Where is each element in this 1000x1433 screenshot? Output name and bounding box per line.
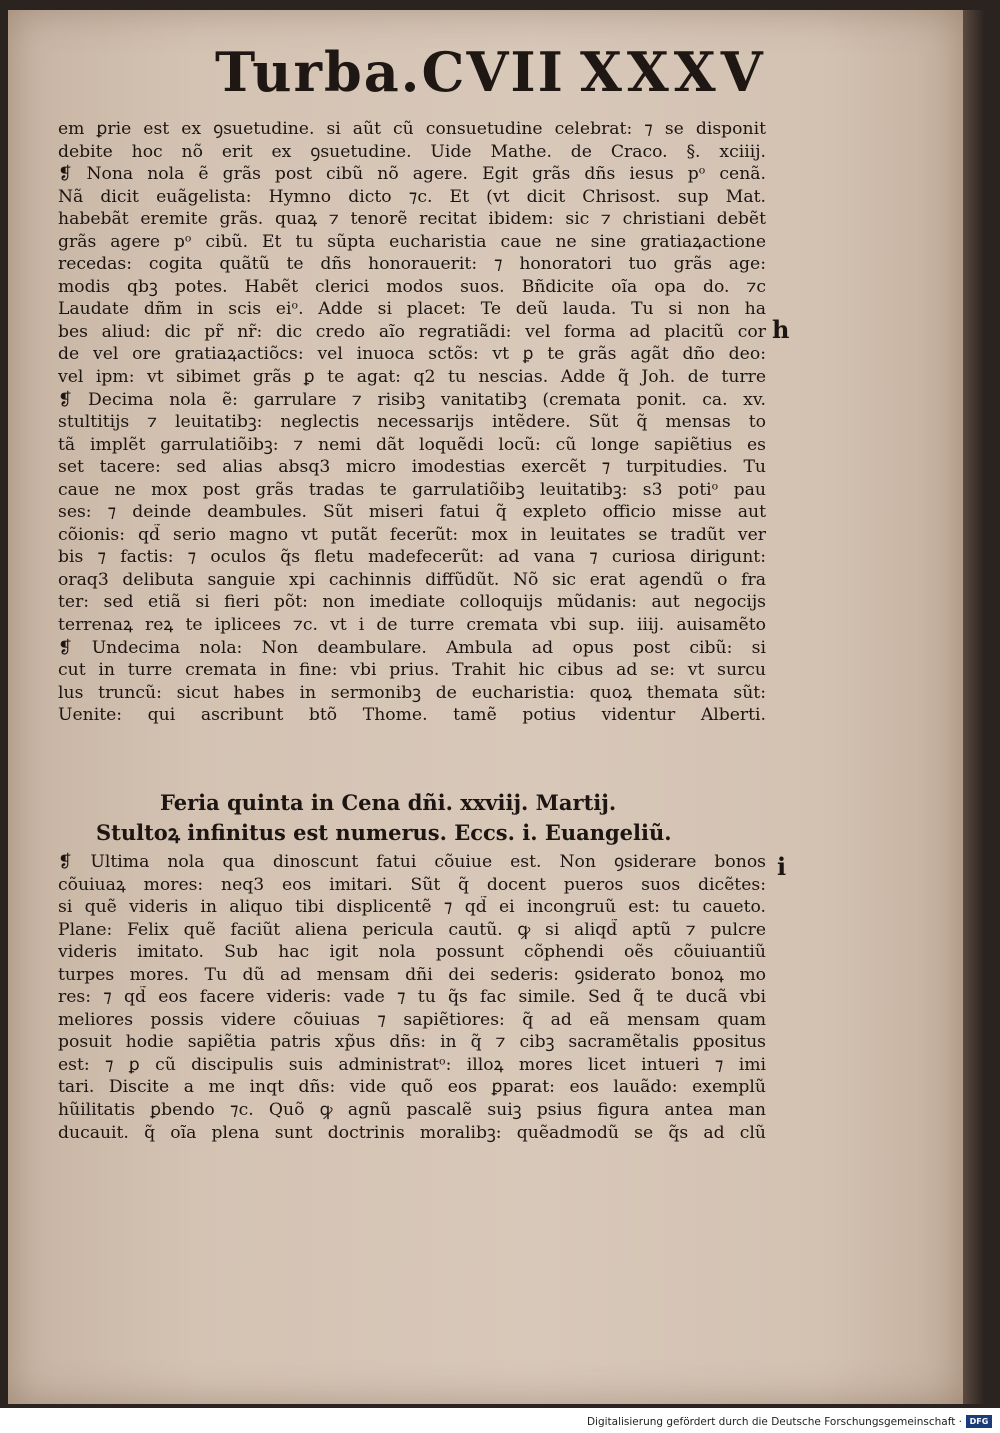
- text-line: tari. Discite a me inqt dñs: vide quõ eos ꝑparat: eos lauãdo: exemplũ: [58, 1077, 766, 1098]
- text-line: posuit hodie sapiẽtia patris xp̃us dñs: in q̃ ⁊ cibꝫ sacramẽtalis ꝑpositus: [58, 1032, 766, 1053]
- margin-letter-h: h: [772, 315, 790, 344]
- theme-heading: Stultoꝝ infinitus est numerus. Eccs. i. Euangeliũ.: [96, 820, 672, 845]
- text-line: ❡ Nona nola ẽ grãs post cibũ nõ agere. Egit grãs dñs iesus pᵒ cenã.: [58, 164, 766, 185]
- text-line: habebãt eremite grãs. quaꝝ ⁊ tenorẽ recitat ibidem: sic ⁊ christiani debẽt: [58, 209, 766, 230]
- feast-heading: Feria quinta in Cena dñi. xxviij. Martij.: [160, 790, 617, 815]
- text-line: ter: sed etiã si fieri põt: non imediate colloquijs mũdanis: aut negocijs: [58, 592, 766, 613]
- text-line: em ꝑrie est ex ꝯsuetudine. si aũt cũ consuetudine celebrat: ⁊ se disponit: [58, 119, 766, 139]
- folio-number: XXXV: [580, 40, 768, 104]
- text-line: lus truncũ: sicut habes in sermonibꝫ de eucharistia: quoꝝ themata sũt:: [58, 682, 766, 703]
- footer-credit: Digitalisierung gefördert durch die Deutsche Forschungsgemeinschaft ·: [586, 1416, 962, 1428]
- text-line: videris imitato. Sub hac igit nola possunt cõphendi oẽs cõuiuantiũ: [58, 942, 766, 963]
- text-line: ❡ Decima nola ẽ: garrulare ⁊ risibꝫ vanitatibꝫ (cremata ponit. ca. xv.: [58, 389, 766, 410]
- text-line: Nã dicit euãgelista: Hymno dicto ⁊c. Et (vt dicit Chrisost. sup Mat.: [58, 186, 766, 207]
- text-line: recedas: cogita quãtũ te dñs honorauerit: ⁊ honoratori tuo grãs age:: [58, 254, 766, 275]
- margin-letter-i: i: [777, 852, 787, 881]
- text-line: hũilitatis ꝑbendo ⁊c. Quõ ꝙ agnũ pascalẽ suiꝫ psius figura antea man: [58, 1100, 766, 1121]
- text-line: debite hoc nõ erit ex ꝯsuetudine. Uide Mathe. de Craco. §. xciiij.: [58, 141, 766, 162]
- text-line: set tacere: sed alias absq3 micro imodestias exercẽt ⁊ turpitudies. Tu: [58, 457, 766, 478]
- text-line: caue ne mox post grãs tradas te garrulatiõibꝫ leuitatibꝫ: s3 potiᵒ pau: [58, 479, 766, 500]
- text-line: cõuiuaꝝ mores: neq3 eos imitari. Sũt q̃ docent pueros suos dicẽtes:: [58, 874, 766, 895]
- text-line: turpes mores. Tu dũ ad mensam dñi dei sederis: ꝯsiderato bonoꝝ mo: [58, 964, 766, 985]
- header-title: Turba.CVII: [215, 40, 565, 104]
- text-line: vel ipm: vt sibimet grãs ꝑ te agat: q2 tu nescias. Adde q̃ Joh. de turre: [58, 367, 766, 388]
- text-line: modis qbꝫ potes. Habẽt clerici modos suos. Bñdicite oĩa opa do. ⁊c: [58, 276, 766, 297]
- text-line: ❡ Ultima nola qua dinoscunt fatui cõuiue est. Non ꝯsiderare bonos: [58, 852, 766, 872]
- text-line: cõionis: qd̃ serio magno vt putãt fecerũt: mox in leuitates se tradũt ver: [58, 524, 766, 545]
- text-line: res: ⁊ qd̃ eos facere videris: vade ⁊ tu q̃s fac simile. Sed q̃ te ducã vbi: [58, 987, 766, 1008]
- page-edge: [963, 10, 985, 1404]
- text-line: cut in turre cremata in fine: vbi prius. Trahit hic cibus ad se: vt surcu: [58, 660, 766, 681]
- text-line: stultitijs ⁊ leuitatibꝫ: neglectis necessarijs intẽdere. Sũt q̃ mensas to: [58, 412, 766, 433]
- dfg-logo: DFG: [966, 1415, 992, 1428]
- text-line: si quẽ videris in aliquo tibi displicentẽ ⁊ qd̃ ei incongruũ est: tu caueto.: [58, 897, 766, 918]
- text-line: Plane: Felix quẽ faciũt aliena pericula cautũ. ꝙ si aliqd̃ aptũ ⁊ pulcre: [58, 919, 766, 940]
- text-line: ses: ⁊ deinde deambules. Sũt miseri fatui q̃ expleto officio misse aut: [58, 502, 766, 523]
- text-line: tã implẽt garrulatiõibꝫ: ⁊ nemi dãt loquẽdi locũ: cũ longe sapiẽtius es: [58, 434, 766, 455]
- text-line: grãs agere pᵒ cibũ. Et tu sũpta eucharistia caue ne sine gratiaꝝactione: [58, 231, 766, 252]
- text-line: de vel ore gratiaꝝactiõcs: vel inuoca sctõs: vt ꝑ te grãs agãt dño deo:: [58, 344, 766, 365]
- text-line: terrenaꝝ reꝝ te iplicees ⁊c. vt i de turre cremata vbi sup. iiij. auisamẽto: [58, 615, 766, 636]
- text-line: bes aliud: dic pr̃ nr̃: dic credo aĩo regratiãdi: vel forma ad placitũ cor: [58, 321, 766, 342]
- text-line: Laudate dñm in scis eiᵒ. Adde si placet: Te deũ lauda. Tu si non ha: [58, 299, 766, 320]
- text-line: bis ⁊ factis: ⁊ oculos q̃s fletu madefecerũt: ad vana ⁊ curiosa dirigunt:: [58, 547, 766, 568]
- text-block-main: [58, 118, 766, 727]
- text-block-sermon: [58, 851, 766, 1144]
- text-line: ducauit. q̃ oĩa plena sunt doctrinis moralibꝫ: quẽadmodũ se q̃s ad clũ: [58, 1122, 766, 1143]
- text-line: oraq3 delibuta sanguie xpi cachinnis diffũdũt. Nõ sic erat agendũ o fra: [58, 569, 766, 590]
- text-line: est: ⁊ ꝑ cũ discipulis suis administratᵒ: illoꝝ mores licet intueri ⁊ imi: [58, 1054, 766, 1075]
- text-line: Uenite: qui ascribunt btõ Thome. tamẽ potius videntur Alberti.: [58, 705, 766, 726]
- text-line: ❡ Undecima nola: Non deambulare. Ambula ad opus post cibũ: si: [58, 637, 766, 658]
- running-header: [215, 40, 1000, 104]
- text-line: meliores possis videre cõuiuas ⁊ sapiẽtiores: q̃ ad eã mensam quam: [58, 1009, 766, 1030]
